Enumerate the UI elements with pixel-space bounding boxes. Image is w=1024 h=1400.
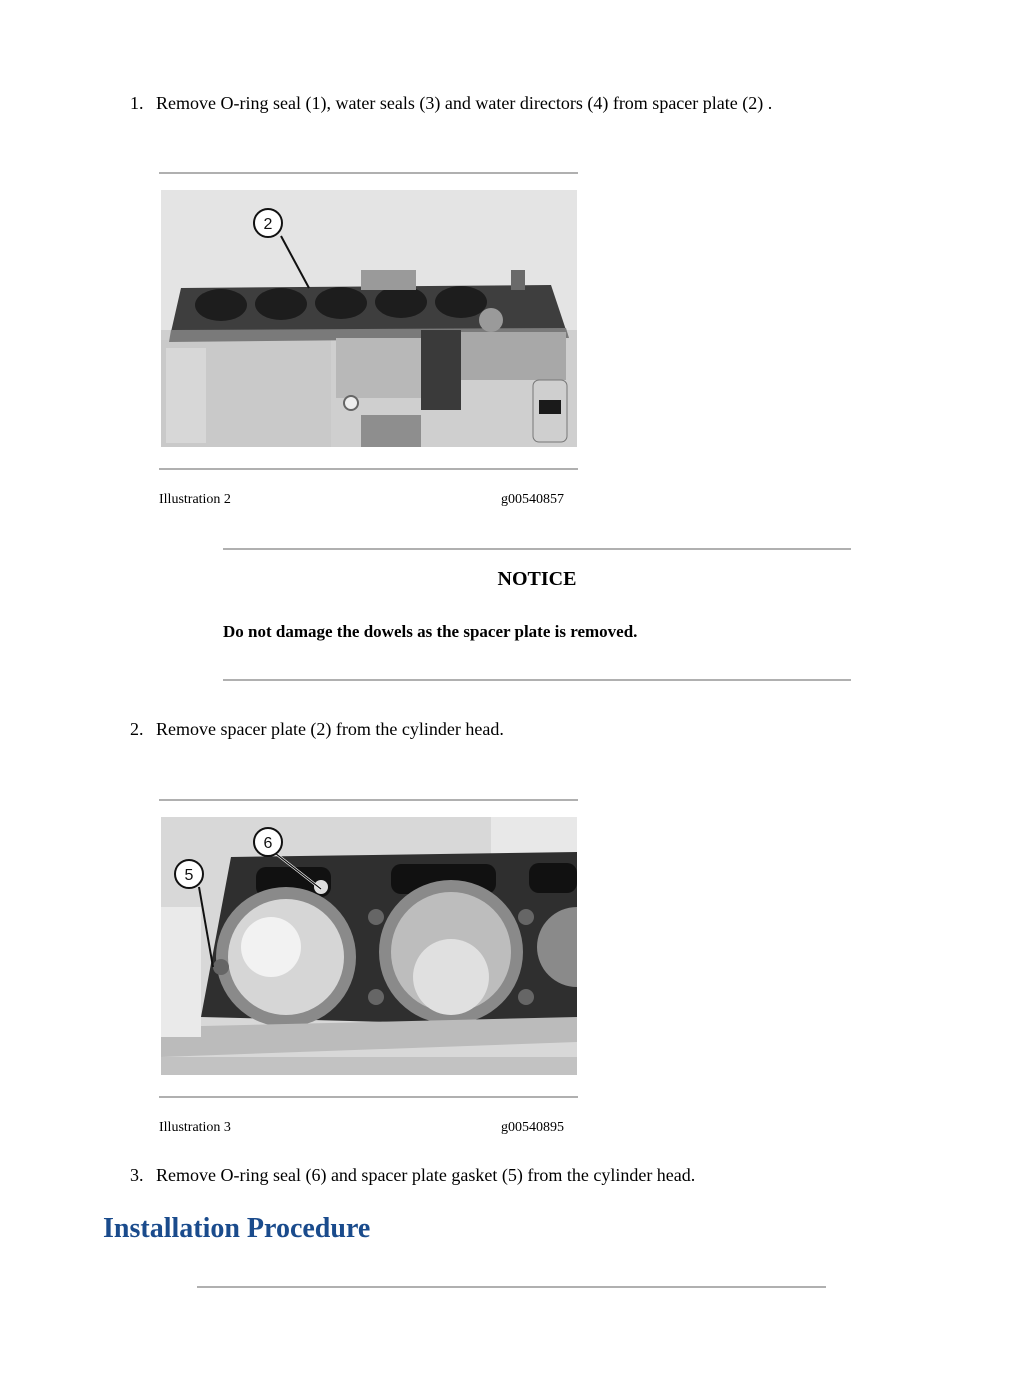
illustration-3-photo [161,817,577,1075]
figure-bottom-rule [159,1096,578,1098]
notice-bottom-rule [223,679,851,681]
step-1 [130,92,772,114]
step-number: 3. [130,1165,144,1185]
figure-top-rule [159,799,578,801]
step-number: 2. [130,719,144,739]
step-number: 1. [130,93,144,113]
callout-5: 5 [184,867,194,884]
illustration-2-photo [161,190,577,447]
illustration-code: g00540857 [501,492,564,507]
section-heading: Installation Procedure [103,1213,371,1244]
illustration-label: Illustration 2 [159,492,231,507]
step-3 [130,1164,695,1186]
figure-top-rule [159,172,578,174]
step-text: Remove O-ring seal (1), water seals (3) and water directors (4) from spacer plate (2) . [156,93,773,113]
callout-2: 2 [263,216,273,233]
notice-text: Do not damage the dowels as the spacer plate is removed. [223,622,638,641]
illustration-code: g00540895 [501,1120,564,1135]
illustration-label: Illustration 3 [159,1120,231,1135]
section-rule [197,1286,826,1288]
step-2 [130,718,504,740]
step-text: Remove spacer plate (2) from the cylinder head. [156,719,504,739]
step-text: Remove O-ring seal (6) and spacer plate gasket (5) from the cylinder head. [156,1165,696,1185]
notice-title: NOTICE [497,568,577,590]
notice-top-rule [223,548,851,550]
figure-bottom-rule [159,468,578,470]
callout-6: 6 [263,835,273,852]
